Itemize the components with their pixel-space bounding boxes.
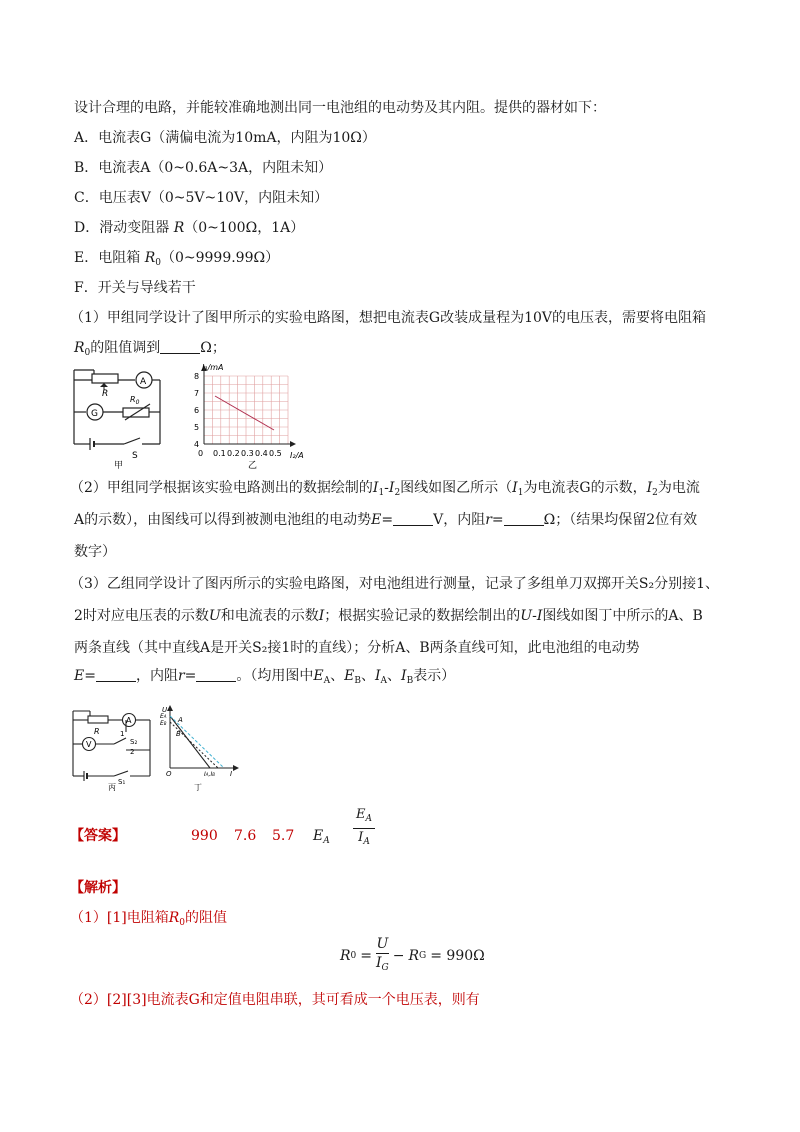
- i-axis-label: I: [230, 770, 233, 778]
- resistor-box-label: $R_0$: [130, 395, 140, 406]
- ea-label: EA: [160, 713, 167, 720]
- x-tick-label: 0.3: [241, 449, 254, 458]
- y-tick-label: 7: [194, 389, 200, 398]
- u-axis-label: U: [162, 706, 168, 714]
- question-3-line-2: 2时对应电压表的示数U和电流表的示数I；根据实验记录的数据绘制出的U-I图线如图丁中所示的A、B: [74, 608, 703, 624]
- line-a-label: A: [178, 716, 183, 724]
- x-tick-label: 0: [198, 449, 204, 458]
- equation-r0: R 0 = U $I_G$ − R G = 990Ω: [340, 936, 485, 973]
- y-tick-label: 6: [194, 406, 200, 415]
- x-tick-label: 0.1: [213, 449, 226, 458]
- y-tick-label: 5: [194, 423, 200, 432]
- option-d: D．滑动变阻器 R（0~100Ω，1A）: [74, 220, 305, 236]
- question-1-line-2: $R_0$的阻值调到 Ω；: [74, 340, 226, 358]
- answer-label: 【答案】: [70, 828, 126, 844]
- answer-fraction: $E_A$ $I_A$: [353, 806, 375, 851]
- caption-ding: 丁: [194, 783, 202, 792]
- option-f: F．开关与导线若干: [74, 280, 196, 296]
- x-tick-label: 0.2: [227, 449, 240, 458]
- answer-value-2: 7.6: [234, 828, 257, 844]
- answer-value-4: $E_A$: [313, 828, 330, 846]
- caption-jia: 甲: [114, 461, 124, 471]
- option-a: A．电流表G（满偏电流为10mA，内阻为10Ω）: [74, 130, 376, 146]
- ammeter-label-2: A: [126, 716, 132, 725]
- y-tick-label: 8: [194, 372, 200, 381]
- question-2-line-2: A的示数），由图线可以得到被测电池组的电动势E= V，内阻r= Ω；（结果均保留2位有效: [74, 512, 698, 528]
- analysis-label: 【解析】: [70, 880, 126, 896]
- eb-label: EB: [160, 720, 167, 727]
- ammeter-label: A: [140, 377, 147, 387]
- switch-label: S: [132, 451, 138, 461]
- question-3-line-3: 两条直线（其中直线A是开关S₂接1时的直线）；分析A、B两条直线可知，此电池组的电动势: [74, 640, 640, 656]
- line-b-label: B: [176, 730, 181, 738]
- terminal-2: 2: [130, 748, 135, 756]
- graph-y-label: I₁/mA: [202, 363, 224, 372]
- question-3-line-1: （3）乙组同学设计了图丙所示的实验电路图，对电池组进行测量，记录了多组单刀双掷开关S₂分别接1、: [70, 576, 720, 592]
- ia-ib-label: IA,IB: [204, 771, 215, 778]
- x-tick-label: 0.4: [255, 449, 268, 458]
- analysis-part-2: （2）[2][3]电流表G和定值电阻串联，其可看成一个电压表，则有: [70, 992, 480, 1008]
- question-1-line-1: （1）甲组同学设计了图甲所示的实验电路图，想把电流表G改装成量程为10V的电压表，需要将电阻箱: [70, 310, 707, 326]
- answer-value-3: 5.7: [272, 828, 295, 844]
- voltmeter-label: V: [86, 740, 92, 749]
- option-e: E．电阻箱 $R_0(0\sim 9999.99\Omega)$: [74, 250, 280, 268]
- terminal-1: 1: [120, 730, 125, 738]
- intro-text: 设计合理的电路，并能较准确地测出同一电池组的电动势及其内阻。提供的器材如下：: [74, 100, 606, 116]
- question-2-line-1: （2）甲组同学根据该实验电路测出的数据绘制的$I_1-I_2$图线如图乙所示（$I_1$为电流表G的示数，$I_2$为电流: [70, 480, 700, 498]
- circuit-diagram-jia: [68, 362, 168, 472]
- answer-blank: [160, 339, 200, 354]
- option-c: C．电压表V（0~5V~10V，内阻未知）: [74, 190, 329, 206]
- x-tick-label: 0.5: [269, 449, 282, 458]
- y-tick-label: 4: [194, 440, 200, 449]
- galvanometer-label: G: [91, 409, 98, 419]
- graph-yi: [186, 362, 316, 472]
- graph-ding: [158, 702, 242, 794]
- caption-bing: 丙: [108, 783, 116, 792]
- answer-value-1: 990: [191, 828, 218, 844]
- option-b: B．电流表A（0~0.6A~3A，内阻未知）: [74, 160, 333, 176]
- resistor-label: R: [102, 389, 109, 399]
- question-3-line-4: E= ，内阻r= 。（均用图中$E_A$、$E_B$、$I_A$、$I_B$表示）: [74, 668, 456, 686]
- caption-yi: 乙: [248, 461, 258, 471]
- switch-s2-label: S₂: [130, 738, 138, 746]
- resistor-label-2: R: [94, 727, 100, 736]
- origin-label: O: [166, 770, 172, 778]
- question-2-line-3: 数字）: [74, 544, 116, 560]
- switch-s1-label: S₁: [118, 778, 126, 786]
- analysis-part-1: （1）[1]电阻箱$R_0$的阻值: [70, 910, 228, 928]
- circuit-diagram-bing: [68, 706, 158, 792]
- graph-x-label: I₂/A: [290, 451, 304, 460]
